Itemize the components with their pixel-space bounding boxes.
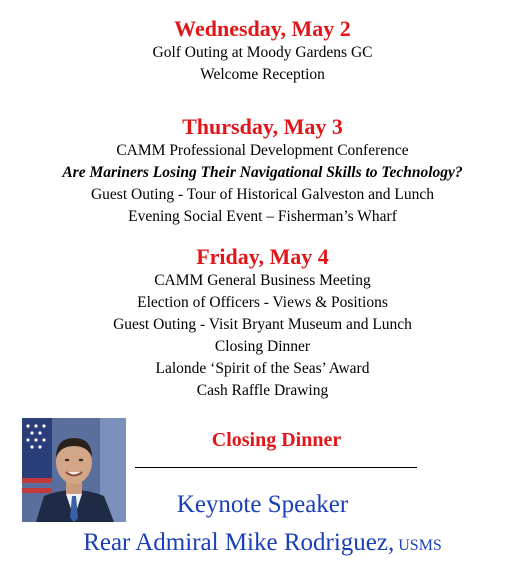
event-line: CAMM General Business Meeting (154, 272, 371, 289)
event-line: Guest Outing - Visit Bryant Museum and Lunch (113, 316, 412, 333)
day-heading: Friday, May 4 (196, 244, 329, 269)
speaker-name: Rear Admiral Mike Rodriguez, (83, 529, 395, 556)
conference-theme: Are Mariners Losing Their Navigational Skills to Technology? (62, 164, 463, 181)
event-line: CAMM Professional Development Conference (116, 142, 409, 159)
event-line: Guest Outing - Tour of Historical Galveston and Lunch (90, 186, 434, 203)
event-line: Closing Dinner (214, 338, 311, 355)
thursday-section (0, 115, 525, 228)
day-heading: Wednesday, May 2 (174, 16, 351, 41)
speaker-line (0, 528, 525, 561)
event-line: Evening Social Event – Fisherman’s Wharf (128, 208, 397, 225)
event-line: Welcome Reception (200, 66, 325, 83)
event-line: Golf Outing at Moody Gardens GC (152, 44, 373, 61)
wednesday-section (0, 17, 525, 86)
event-line: Election of Officers - Views & Positions (137, 294, 388, 311)
closing-dinner-heading: Closing Dinner (211, 429, 342, 451)
keynote-label: Keynote Speaker (176, 491, 349, 518)
event-line: Cash Raffle Drawing (196, 382, 329, 399)
event-line: Lalonde ‘Spirit of the Seas’ Award (155, 360, 370, 377)
friday-section (0, 245, 525, 402)
day-heading: Thursday, May 3 (182, 114, 343, 139)
divider-line (135, 467, 417, 468)
speaker-suffix: USMS (394, 537, 442, 554)
